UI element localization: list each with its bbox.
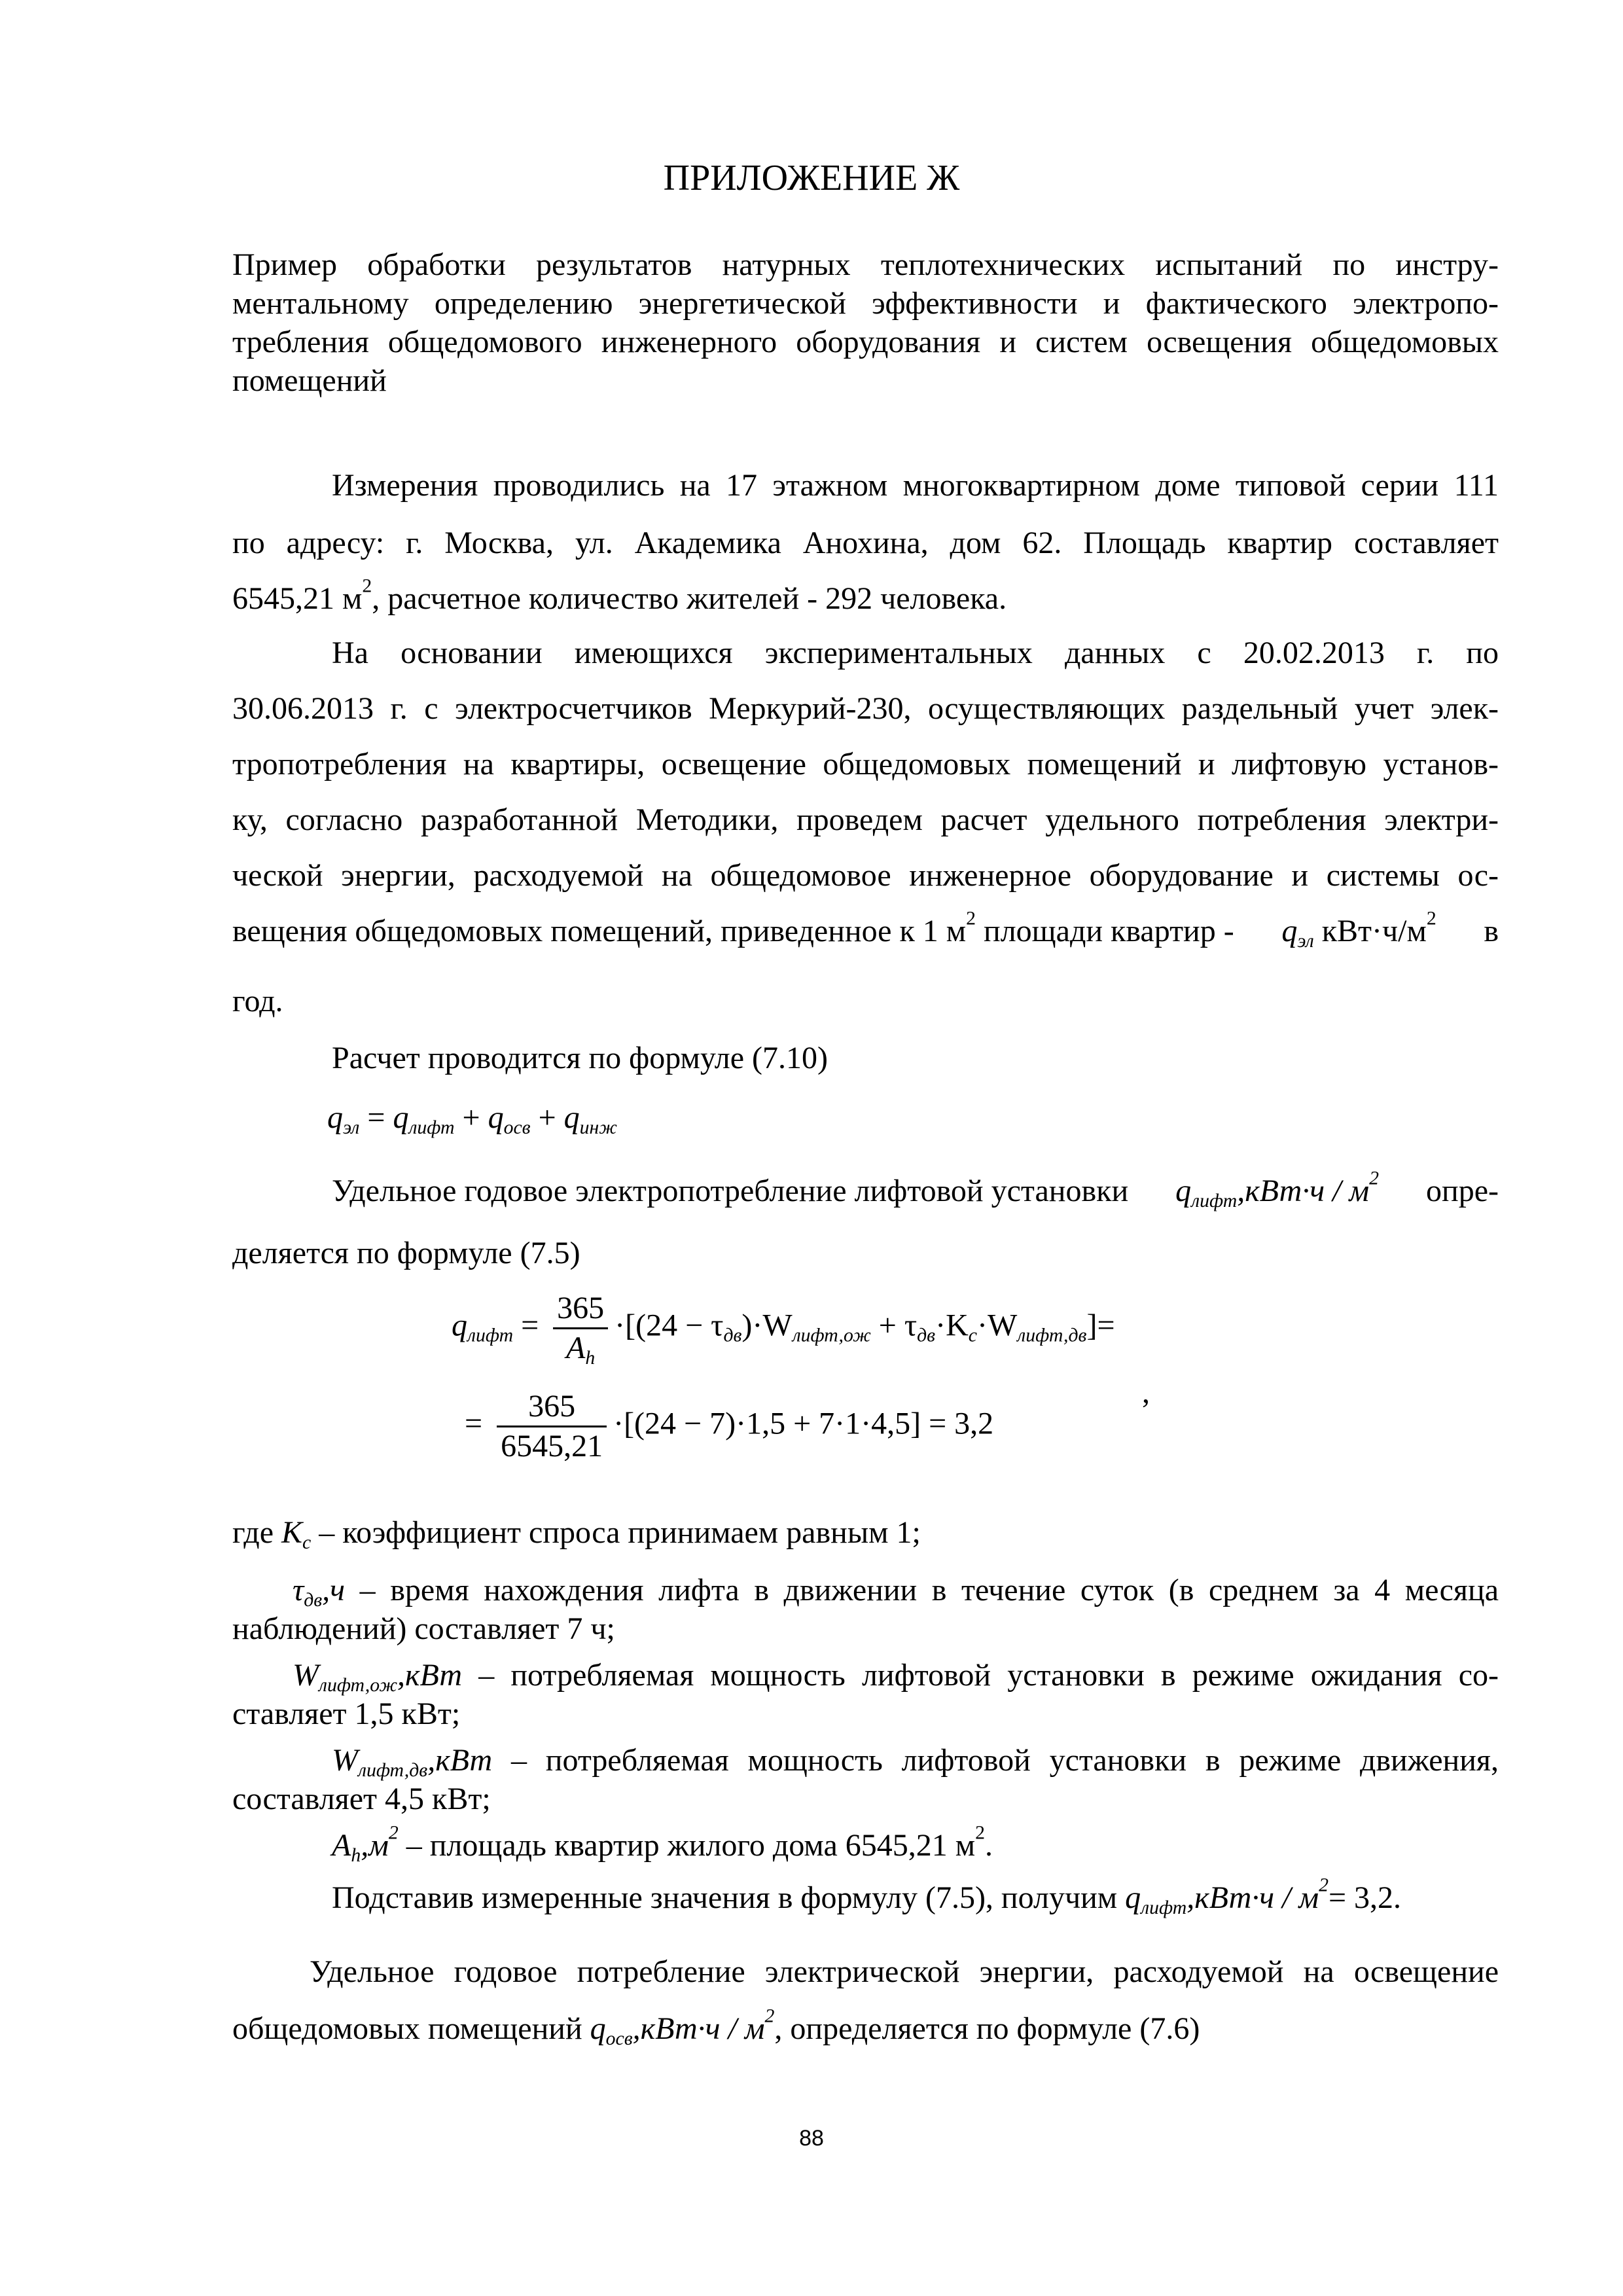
def-ah: $A_h,м^2$ – площадь квартир жилого дома 6545,21 $м^2$. [332, 1821, 993, 1866]
def-tau-line-1: $\tau_{дв},ч$ – время нахождения лифта в движении в течение суток (в среднем за 4 месяца [293, 1573, 1499, 1611]
p2-line-6: вещения общедомовых помещений, приведенное к 1 $м^2$ площади квартир - $q_{эл}$ $кВт\cdot ч/м^2$ в [232, 907, 1499, 952]
heading-line-1: Пример обработки результатов натурных теплотехнических испытаний по инстру- [232, 247, 1499, 282]
fraction-365-ah: $\frac{365}{A_h}$ [553, 1289, 608, 1367]
def-w-ozh-line-1: $W_{лифт,ож},кВт$ – потребляемая мощность лифтовой установки в режиме ожидания со- [293, 1658, 1499, 1696]
p4-line-2: деляется по формуле (7.5) [232, 1236, 580, 1270]
heading-line-2: ментальному определению энергетической эффективности и фактического электропо- [232, 286, 1499, 321]
def-w-dv-line-1: $W_{лифт,дв},кВт$ – потребляемая мощность лифтовой установки в режиме движения, [332, 1743, 1499, 1781]
def-w-dv-line-2: составляет 4,5 кВт; [232, 1782, 491, 1816]
formula-7-5-comma: , [1142, 1375, 1150, 1410]
formula-7-5-line-2: = $\frac{365}{6545,21}$ ·[(24 − 7)·1,5 + 7·1·4,5] = 3,2 [465, 1388, 993, 1465]
fraction-365-area: $\frac{365}{6545,21}$ [497, 1388, 607, 1465]
p5-line-2: общедомовых помещений $q_{осв},кВт\cdot ч / м^2$, определяется по формуле (7.6) [232, 2005, 1200, 2049]
heading-line-4: помещений [232, 363, 387, 398]
formula-710-intro: Расчет проводится по формуле (7.10) [332, 1041, 829, 1075]
formula-7-10: $q_{эл} = q_{лифт} + q_{осв} + q_{инж}$ [327, 1100, 617, 1138]
p2-line-5: ческой энергии, расходуемой на общедомовое инженерное оборудование и системы ос- [232, 858, 1499, 893]
page-number: 88 [799, 2126, 824, 2151]
p2-line-7: год. [232, 984, 283, 1018]
def-tau-line-2: наблюдений) составляет 7 ч; [232, 1611, 615, 1646]
p2-line-3: тропотребления на квартиры, освещение общедомовых помещений и лифтовую установ- [232, 747, 1499, 781]
p5-line-1: Удельное годовое потребление электрической энергии, расходуемой на освещение [310, 1954, 1499, 1989]
def-w-ozh-line-2: ставляет 1,5 кВт; [232, 1696, 461, 1731]
def-substitution: Подставив измеренные значения в формулу (7.5), получим $q_{лифт},кВт\cdot ч / м^2= 3,2$. [332, 1874, 1402, 1918]
p1-line-3: 6545,21 $м^2$, расчетное количество жителей - 292 человека. [232, 575, 1007, 616]
p2-line-1: На основании имеющихся экспериментальных данных с 20.02.2013 г. по [332, 636, 1499, 670]
appendix-title: ПРИЛОЖЕНИЕ Ж [663, 158, 960, 198]
def-kc: где $K_c$ – коэффициент спроса принимаем равным 1; [232, 1515, 921, 1553]
formula-7-5-line-1: $q_{лифт}$ = $\frac{365}{A_h}$ $\cdot[(24 - \tau_{дв})\cdot W_{лифт,ож} + \tau_{дв}\cdot K_c\cdot W_{лифт,дв}]=$ [452, 1291, 1115, 1369]
p2-line-4: ку, согласно разработанной Методики, проведем расчет удельного потребления электри- [232, 802, 1499, 837]
p4-line-1: Удельное годовое электропотребление лифтовой установки $q_{лифт},кВт\cdot ч / м^2$ опре- [332, 1167, 1499, 1211]
p1-line-2: по адресу: г. Москва, ул. Академика Анохина, дом 62. Площадь квартир составляет [232, 526, 1499, 560]
p2-line-2: 30.06.2013 г. с электросчетчиков Меркурий-230, осуществляющих раздельный учет элек- [232, 691, 1499, 726]
heading-line-3: требления общедомового инженерного оборудования и систем освещения общедомовых [232, 325, 1499, 359]
p1-line-1: Измерения проводились на 17 этажном многоквартирном доме типовой серии 111 [332, 468, 1499, 503]
